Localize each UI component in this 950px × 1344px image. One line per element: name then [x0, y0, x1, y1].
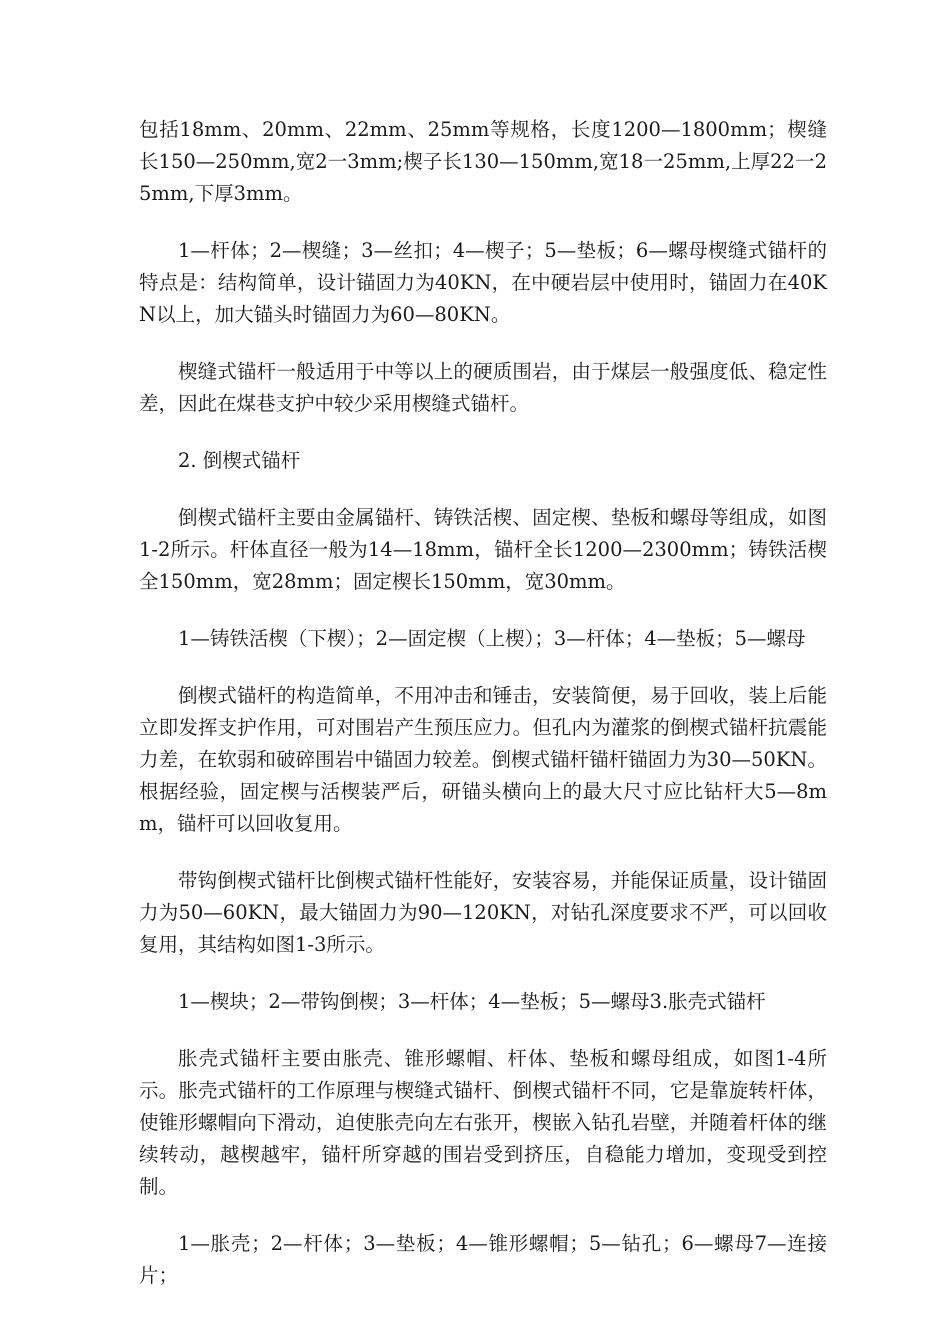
paragraph-wedge-slot-legend: 1—杆体；2—楔缝；3—丝扣；4—楔子；5—垫板；6—螺母楔缝式锚杆的特点是：结构简单，设计锚固力为40KN，在中硬岩层中使用时，锚固力在40KN以上，加大锚头时锚固力为60—80KN。 — [139, 239, 827, 326]
paragraph-expansion-shell-legend: 1—胀壳；2—杆体；3—垫板；4—锥形螺帽；5—钻孔；6—螺母7—连接片； — [139, 1232, 827, 1287]
paragraph-expansion-shell: 胀壳式锚杆主要由胀壳、锥形螺帽、杆体、垫板和螺母组成，如图1-4所示。胀壳式锚杆的工作原理与楔缝式锚杆、倒楔式锚杆不同，它是靠旋转杆体，使锥形螺帽向下滑动，迫使胀壳向左右张开，楔嵌入钻孔岩壁，并随着杆体的继续转动，越楔越牢，锚杆所穿越的围岩受到挤压，自稳能力增加，变现受到控制。 — [139, 1047, 827, 1198]
paragraph-inverted-wedge-composition: 倒楔式锚杆主要由金属锚杆、铸铁活楔、固定楔、垫板和螺母等组成，如图1-2所示。杆体直径一般为14—18mm，锚杆全长1200—2300mm；铸铁活楔全150mm，宽28mm；固定楔长150mm，宽30mm。 — [139, 506, 827, 593]
document-body — [139, 114, 827, 1317]
paragraph-inverted-wedge-legend: 1—铸铁活楔（下楔）；2—固定楔（上楔）；3—杆体；4—垫板；5—螺母 — [178, 627, 806, 650]
paragraph-wedge-slot-usage: 楔缝式锚杆一般适用于中等以上的硬质围岩，由于煤层一般强度低、稳定性差，因此在煤巷支护中较少采用楔缝式锚杆。 — [139, 360, 827, 415]
section-heading-inverted-wedge: 2. 倒楔式锚杆 — [178, 449, 301, 472]
paragraph-hooked-wedge-legend: 1—楔块；2—带钩倒楔；3—杆体；4—垫板；5—螺母3.胀壳式锚杆 — [178, 990, 766, 1013]
paragraph-hooked-inverted-wedge: 带钩倒楔式锚杆比倒楔式锚杆性能好，安装容易，并能保证质量，设计锚固力为50—60KN，最大锚固力为90—120KN，对钻孔深度要求不严，可以回收复用，其结构如图1-3所示。 — [139, 869, 827, 956]
paragraph-inverted-wedge-properties: 倒楔式锚杆的构造简单，不用冲击和锤击，安装简便，易于回收，装上后能立即发挥支护作用，可对围岩产生预压应力。但孔内为灌浆的倒楔式锚杆抗震能力差，在软弱和破碎围岩中锚固力较差。倒楔式锚杆锚杆锚固力为30—50KN。根据经验，固定楔与活楔装严后，研锚头横向上的最大尺寸应比钻杆大5—8mm，锚杆可以回收复用。 — [139, 684, 827, 835]
paragraph-wedge-slot-specs: 包括18mm、20mm、22mm、25mm等规格，长度1200—1800mm；楔缝长150—250mm,宽2一3mm;楔子长130—150mm,宽18一25mm,上厚22一25mm,下厚3mm。 — [139, 118, 827, 205]
